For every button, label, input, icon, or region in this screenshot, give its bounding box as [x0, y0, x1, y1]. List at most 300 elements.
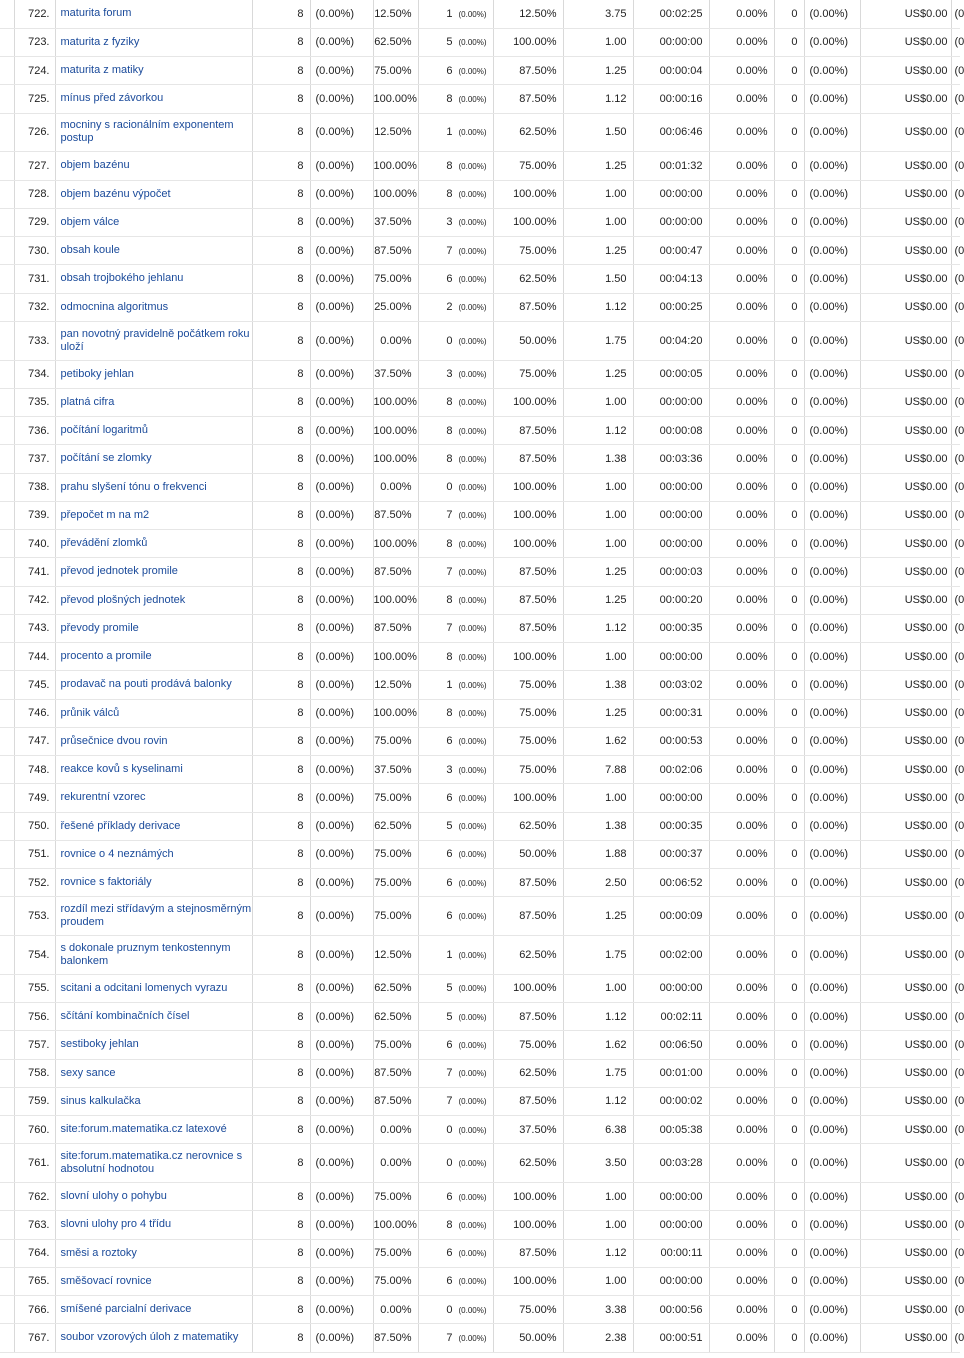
revenue-percent: (0: [951, 558, 960, 586]
row-checkbox-gutter: [0, 417, 14, 445]
new-users-count: 8: [446, 594, 453, 607]
keyword-link[interactable]: procento a promile: [60, 650, 152, 663]
sessions-value: 8: [252, 671, 310, 699]
sessions-percent: (0.00%): [310, 388, 373, 416]
pages-per-session: 1.25: [563, 897, 633, 936]
sessions-value: 8: [252, 265, 310, 293]
keyword-link[interactable]: soubor vzorových úloh z matematiky: [60, 1331, 239, 1344]
transactions-count: 0: [774, 265, 804, 293]
new-users-percent: (0.00%): [458, 950, 487, 960]
keyword-link[interactable]: počítání se zlomky: [60, 452, 152, 465]
sessions-percent: (0.00%): [310, 0, 373, 28]
new-users-percent: (0.00%): [458, 9, 487, 19]
revenue-value: US$0.00: [860, 321, 951, 360]
new-users-percent: (0.00%): [458, 709, 487, 719]
new-users-value: [418, 1183, 493, 1211]
row-checkbox-gutter: [0, 0, 14, 28]
keyword-link[interactable]: maturita forum: [60, 7, 132, 20]
avg-session-duration: 00:00:00: [633, 180, 709, 208]
new-users-value: [418, 473, 493, 501]
row-index: 765.: [14, 1267, 55, 1295]
sessions-percent: (0.00%): [310, 208, 373, 236]
new-users-count: 3: [446, 216, 453, 229]
transactions-percent: (0.00%): [804, 28, 860, 56]
table-row: [0, 1059, 960, 1087]
conversion-rate: 0.00%: [709, 727, 774, 755]
new-users-percent: (0.00%): [458, 336, 487, 346]
transactions-count: 0: [774, 784, 804, 812]
new-users-value: [418, 152, 493, 180]
row-checkbox-gutter: [0, 727, 14, 755]
keyword-link[interactable]: rovnice s faktoriály: [60, 876, 152, 889]
new-users-count: 8: [446, 92, 453, 105]
new-users-value: [418, 614, 493, 642]
keyword-link[interactable]: přepočet m na m2: [60, 508, 150, 521]
row-index: 735.: [14, 388, 55, 416]
keyword-link[interactable]: slovní ulohy o pohybu: [60, 1190, 167, 1203]
new-users-percent: (0.00%): [458, 912, 487, 922]
new-sessions-percent: 75.00%: [373, 265, 418, 293]
new-sessions-percent: 75.00%: [373, 1031, 418, 1059]
sessions-value: 8: [252, 1031, 310, 1059]
avg-session-duration: 00:00:00: [633, 643, 709, 671]
revenue-value: US$0.00: [860, 558, 951, 586]
row-checkbox-gutter: [0, 1087, 14, 1115]
new-users-count: 6: [446, 64, 453, 77]
revenue-value: US$0.00: [860, 756, 951, 784]
transactions-count: 0: [774, 586, 804, 614]
pages-per-session: 1.12: [563, 1239, 633, 1267]
revenue-percent: (0: [951, 812, 960, 840]
table-row: [0, 180, 960, 208]
sessions-value: 8: [252, 180, 310, 208]
revenue-percent: (0: [951, 417, 960, 445]
pages-per-session: 1.25: [563, 586, 633, 614]
transactions-count: 0: [774, 237, 804, 265]
new-users-count: 0: [446, 1157, 453, 1170]
keyword-link[interactable]: sexy sance: [60, 1066, 116, 1079]
pages-per-session: 1.00: [563, 1183, 633, 1211]
conversion-rate: 0.00%: [709, 643, 774, 671]
revenue-percent: (0: [951, 1324, 960, 1352]
revenue-percent: (0: [951, 180, 960, 208]
revenue-percent: (0: [951, 1183, 960, 1211]
keyword-link[interactable]: pan novotný pravidelně počátkem roku uloží: [60, 327, 250, 353]
table-row: [0, 265, 960, 293]
revenue-value: US$0.00: [860, 360, 951, 388]
transactions-percent: (0.00%): [804, 936, 860, 975]
new-users-value: [418, 974, 493, 1002]
keyword-link[interactable]: objem bazénu: [60, 159, 130, 172]
new-users-value: [418, 360, 493, 388]
table-row: [0, 501, 960, 529]
avg-session-duration: 00:00:37: [633, 840, 709, 868]
transactions-percent: (0.00%): [804, 840, 860, 868]
row-checkbox-gutter: [0, 360, 14, 388]
sessions-value: 8: [252, 1116, 310, 1144]
transactions-percent: (0.00%): [804, 614, 860, 642]
keyword-cell: [55, 812, 252, 840]
keyword-cell: [55, 1183, 252, 1211]
revenue-percent: (0: [951, 473, 960, 501]
new-sessions-percent: 75.00%: [373, 57, 418, 85]
conversion-rate: 0.00%: [709, 113, 774, 152]
keyword-link[interactable]: rekurentní vzorec: [60, 791, 146, 804]
new-sessions-percent: 75.00%: [373, 1267, 418, 1295]
bounce-rate: 87.50%: [493, 57, 563, 85]
keyword-link[interactable]: platná cifra: [60, 395, 115, 408]
new-users-value: [418, 1239, 493, 1267]
keyword-link[interactable]: prahu slyšení tónu o frekvenci: [60, 480, 207, 493]
keyword-link[interactable]: reakce kovů s kyselinami: [60, 763, 183, 776]
new-users-count: 7: [446, 244, 453, 257]
conversion-rate: 0.00%: [709, 558, 774, 586]
avg-session-duration: 00:02:11: [633, 1003, 709, 1031]
keyword-cell: [55, 180, 252, 208]
transactions-count: 0: [774, 28, 804, 56]
revenue-percent: (0: [951, 1116, 960, 1144]
revenue-percent: (0: [951, 1211, 960, 1239]
keyword-link[interactable]: petiboky jehlan: [60, 367, 134, 380]
new-users-count: 7: [446, 1067, 453, 1080]
new-users-count: 6: [446, 1275, 453, 1288]
keyword-cell: [55, 85, 252, 113]
new-users-percent: (0.00%): [458, 737, 487, 747]
revenue-percent: (0: [951, 974, 960, 1002]
transactions-percent: (0.00%): [804, 643, 860, 671]
conversion-rate: 0.00%: [709, 445, 774, 473]
conversion-rate: 0.00%: [709, 936, 774, 975]
avg-session-duration: 00:03:28: [633, 1144, 709, 1183]
avg-session-duration: 00:03:02: [633, 671, 709, 699]
transactions-percent: (0.00%): [804, 784, 860, 812]
sessions-percent: (0.00%): [310, 1116, 373, 1144]
row-checkbox-gutter: [0, 57, 14, 85]
bounce-rate: 75.00%: [493, 699, 563, 727]
conversion-rate: 0.00%: [709, 1324, 774, 1352]
revenue-percent: (0: [951, 28, 960, 56]
keyword-link[interactable]: obsah trojbokého jehlanu: [60, 272, 184, 285]
revenue-value: US$0.00: [860, 643, 951, 671]
transactions-count: 0: [774, 360, 804, 388]
row-index: 766.: [14, 1296, 55, 1324]
revenue-value: US$0.00: [860, 237, 951, 265]
transactions-count: 0: [774, 936, 804, 975]
table-row: [0, 643, 960, 671]
sessions-percent: (0.00%): [310, 812, 373, 840]
keyword-link[interactable]: prodavač na pouti prodává balonky: [60, 678, 232, 691]
transactions-count: 0: [774, 85, 804, 113]
keyword-link[interactable]: rovnice o 4 neznámých: [60, 847, 174, 860]
row-index: 743.: [14, 614, 55, 642]
avg-session-duration: 00:05:38: [633, 1116, 709, 1144]
sessions-value: 8: [252, 417, 310, 445]
revenue-percent: (0: [951, 321, 960, 360]
new-users-value: [418, 936, 493, 975]
table-row: [0, 869, 960, 897]
keyword-link[interactable]: smíšené parcialní derivace: [60, 1303, 192, 1316]
conversion-rate: 0.00%: [709, 840, 774, 868]
sessions-value: 8: [252, 869, 310, 897]
sessions-percent: (0.00%): [310, 727, 373, 755]
pages-per-session: 1.00: [563, 28, 633, 56]
sessions-percent: (0.00%): [310, 974, 373, 1002]
keyword-link[interactable]: sestiboky jehlan: [60, 1038, 139, 1051]
sessions-percent: (0.00%): [310, 1087, 373, 1115]
table-row: [0, 321, 960, 360]
keyword-link[interactable]: s dokonale pruznym tenkostennym balonkem: [60, 941, 231, 967]
new-users-percent: (0.00%): [458, 454, 487, 464]
pages-per-session: 1.12: [563, 417, 633, 445]
keyword-cell: [55, 1211, 252, 1239]
bounce-rate: 75.00%: [493, 360, 563, 388]
revenue-value: US$0.00: [860, 445, 951, 473]
keyword-link[interactable]: rozdíl mezi střídavým a stejnosměrným proudem: [60, 903, 252, 929]
revenue-percent: (0: [951, 1296, 960, 1324]
sessions-percent: (0.00%): [310, 28, 373, 56]
new-users-percent: (0.00%): [458, 1069, 487, 1079]
revenue-value: US$0.00: [860, 1059, 951, 1087]
revenue-value: US$0.00: [860, 417, 951, 445]
row-index: 767.: [14, 1324, 55, 1352]
sessions-percent: (0.00%): [310, 1144, 373, 1183]
keyword-link[interactable]: směšovací rovnice: [60, 1274, 152, 1287]
new-users-value: [418, 671, 493, 699]
avg-session-duration: 00:01:00: [633, 1059, 709, 1087]
new-users-count: 1: [446, 126, 453, 139]
keyword-link[interactable]: scitani a odcitani lomenych vyrazu: [60, 981, 228, 994]
new-users-value: [418, 388, 493, 416]
keyword-link[interactable]: počítání logaritmů: [60, 424, 148, 437]
new-users-count: 6: [446, 735, 453, 748]
sessions-value: 8: [252, 152, 310, 180]
keyword-cell: [55, 501, 252, 529]
transactions-count: 0: [774, 208, 804, 236]
row-checkbox-gutter: [0, 1324, 14, 1352]
sessions-value: 8: [252, 1144, 310, 1183]
keyword-cell: [55, 57, 252, 85]
sessions-value: 8: [252, 237, 310, 265]
avg-session-duration: 00:00:09: [633, 897, 709, 936]
new-users-count: 5: [446, 1010, 453, 1023]
sessions-percent: (0.00%): [310, 699, 373, 727]
bounce-rate: 87.50%: [493, 614, 563, 642]
transactions-count: 0: [774, 501, 804, 529]
keyword-link[interactable]: objem bazénu výpočet: [60, 187, 171, 200]
row-checkbox-gutter: [0, 1296, 14, 1324]
row-index: 753.: [14, 897, 55, 936]
new-users-count: 0: [446, 334, 453, 347]
table-row: [0, 113, 960, 152]
keyword-link[interactable]: mocniny s racionálním exponentem postup: [60, 119, 234, 145]
row-index: 764.: [14, 1239, 55, 1267]
pages-per-session: 1.50: [563, 265, 633, 293]
sessions-value: 8: [252, 897, 310, 936]
sessions-percent: (0.00%): [310, 237, 373, 265]
transactions-count: 0: [774, 57, 804, 85]
new-users-percent: (0.00%): [458, 984, 487, 994]
keyword-link[interactable]: převod jednotek promile: [60, 565, 178, 578]
keyword-link[interactable]: převádění zlomků: [60, 537, 148, 550]
new-users-value: [418, 1031, 493, 1059]
keyword-link[interactable]: převody promile: [60, 621, 139, 634]
bounce-rate: 50.00%: [493, 321, 563, 360]
new-users-value: [418, 840, 493, 868]
transactions-percent: (0.00%): [804, 501, 860, 529]
pages-per-session: 1.25: [563, 360, 633, 388]
table-row: [0, 360, 960, 388]
conversion-rate: 0.00%: [709, 586, 774, 614]
new-users-percent: (0.00%): [458, 1220, 487, 1230]
sessions-percent: (0.00%): [310, 180, 373, 208]
keyword-link[interactable]: převod plošných jednotek: [60, 593, 186, 606]
transactions-count: 0: [774, 1267, 804, 1295]
new-users-value: [418, 417, 493, 445]
avg-session-duration: 00:00:04: [633, 57, 709, 85]
sessions-percent: (0.00%): [310, 445, 373, 473]
keyword-cell: [55, 586, 252, 614]
new-users-percent: (0.00%): [458, 246, 487, 256]
new-users-percent: (0.00%): [458, 1333, 487, 1343]
keyword-link[interactable]: sčítání kombinačních čísel: [60, 1010, 190, 1023]
revenue-percent: (0: [951, 699, 960, 727]
sessions-value: 8: [252, 113, 310, 152]
sessions-value: 8: [252, 530, 310, 558]
new-users-value: [418, 1296, 493, 1324]
new-sessions-percent: 100.00%: [373, 388, 418, 416]
table-row: [0, 1267, 960, 1295]
transactions-percent: (0.00%): [804, 445, 860, 473]
row-index: 729.: [14, 208, 55, 236]
keyword-cell: [55, 1267, 252, 1295]
keyword-link[interactable]: řešené příklady derivace: [60, 819, 181, 832]
keyword-link[interactable]: odmocnina algoritmus: [60, 300, 169, 313]
revenue-value: US$0.00: [860, 1296, 951, 1324]
pages-per-session: 1.12: [563, 1003, 633, 1031]
keyword-link[interactable]: průsečnice dvou rovin: [60, 734, 168, 747]
row-checkbox-gutter: [0, 1003, 14, 1031]
revenue-value: US$0.00: [860, 1031, 951, 1059]
revenue-value: US$0.00: [860, 530, 951, 558]
new-users-percent: (0.00%): [458, 878, 487, 888]
new-users-count: 8: [446, 424, 453, 437]
keyword-link[interactable]: maturita z fyziky: [60, 35, 140, 48]
new-users-percent: (0.00%): [458, 1249, 487, 1259]
bounce-rate: 100.00%: [493, 180, 563, 208]
transactions-count: 0: [774, 473, 804, 501]
sessions-value: 8: [252, 293, 310, 321]
transactions-count: 0: [774, 1183, 804, 1211]
keyword-cell: [55, 727, 252, 755]
sessions-value: 8: [252, 1267, 310, 1295]
table-row: [0, 840, 960, 868]
new-users-count: 6: [446, 1038, 453, 1051]
transactions-count: 0: [774, 530, 804, 558]
new-users-value: [418, 586, 493, 614]
new-sessions-percent: 62.50%: [373, 1003, 418, 1031]
revenue-value: US$0.00: [860, 501, 951, 529]
row-index: 732.: [14, 293, 55, 321]
keyword-link[interactable]: sinus kalkulačka: [60, 1094, 141, 1107]
transactions-count: 0: [774, 1239, 804, 1267]
transactions-percent: (0.00%): [804, 57, 860, 85]
keyword-link[interactable]: průnik válců: [60, 706, 120, 719]
new-users-count: 6: [446, 848, 453, 861]
keyword-link[interactable]: slovni ulohy pro 4 třídu: [60, 1218, 172, 1231]
revenue-value: US$0.00: [860, 840, 951, 868]
keyword-link[interactable]: site:forum.matematika.cz latexové: [60, 1123, 227, 1136]
sessions-value: 8: [252, 85, 310, 113]
conversion-rate: 0.00%: [709, 1296, 774, 1324]
row-index: 762.: [14, 1183, 55, 1211]
bounce-rate: 100.00%: [493, 643, 563, 671]
new-users-value: [418, 530, 493, 558]
keyword-link[interactable]: směsi a roztoky: [60, 1246, 137, 1259]
bounce-rate: 75.00%: [493, 756, 563, 784]
revenue-percent: (0: [951, 208, 960, 236]
table-row: [0, 473, 960, 501]
new-users-percent: (0.00%): [458, 94, 487, 104]
bounce-rate: 87.50%: [493, 1087, 563, 1115]
keyword-cell: [55, 936, 252, 975]
sessions-value: 8: [252, 936, 310, 975]
keyword-link[interactable]: objem válce: [60, 215, 120, 228]
revenue-value: US$0.00: [860, 113, 951, 152]
avg-session-duration: 00:00:08: [633, 417, 709, 445]
new-users-percent: (0.00%): [458, 1305, 487, 1315]
keyword-cell: [55, 388, 252, 416]
transactions-percent: (0.00%): [804, 1183, 860, 1211]
new-sessions-percent: 37.50%: [373, 360, 418, 388]
keyword-cell: [55, 152, 252, 180]
keyword-cell: [55, 1059, 252, 1087]
new-sessions-percent: 100.00%: [373, 445, 418, 473]
row-checkbox-gutter: [0, 1211, 14, 1239]
keyword-link[interactable]: mínus před závorkou: [60, 92, 164, 105]
new-users-percent: (0.00%): [458, 1040, 487, 1050]
keyword-cell: [55, 265, 252, 293]
pages-per-session: 1.88: [563, 840, 633, 868]
transactions-count: 0: [774, 897, 804, 936]
keyword-link[interactable]: maturita z matiky: [60, 64, 144, 77]
table-row: [0, 974, 960, 1002]
new-users-value: [418, 727, 493, 755]
row-checkbox-gutter: [0, 293, 14, 321]
revenue-value: US$0.00: [860, 1211, 951, 1239]
sessions-percent: (0.00%): [310, 293, 373, 321]
new-users-value: [418, 1144, 493, 1183]
sessions-percent: (0.00%): [310, 417, 373, 445]
sessions-value: 8: [252, 1296, 310, 1324]
pages-per-session: 1.38: [563, 671, 633, 699]
sessions-percent: (0.00%): [310, 1031, 373, 1059]
conversion-rate: 0.00%: [709, 501, 774, 529]
transactions-count: 0: [774, 812, 804, 840]
new-users-percent: (0.00%): [458, 539, 487, 549]
revenue-value: US$0.00: [860, 1144, 951, 1183]
keyword-link[interactable]: obsah koule: [60, 244, 120, 257]
avg-session-duration: 00:00:35: [633, 812, 709, 840]
row-checkbox-gutter: [0, 208, 14, 236]
new-sessions-percent: 100.00%: [373, 699, 418, 727]
revenue-percent: (0: [951, 152, 960, 180]
avg-session-duration: 00:01:32: [633, 152, 709, 180]
bounce-rate: 87.50%: [493, 293, 563, 321]
transactions-percent: (0.00%): [804, 699, 860, 727]
keyword-link[interactable]: site:forum.matematika.cz nerovnice s absolutní hodnotou: [60, 1150, 243, 1176]
row-index: 728.: [14, 180, 55, 208]
sessions-value: 8: [252, 0, 310, 28]
